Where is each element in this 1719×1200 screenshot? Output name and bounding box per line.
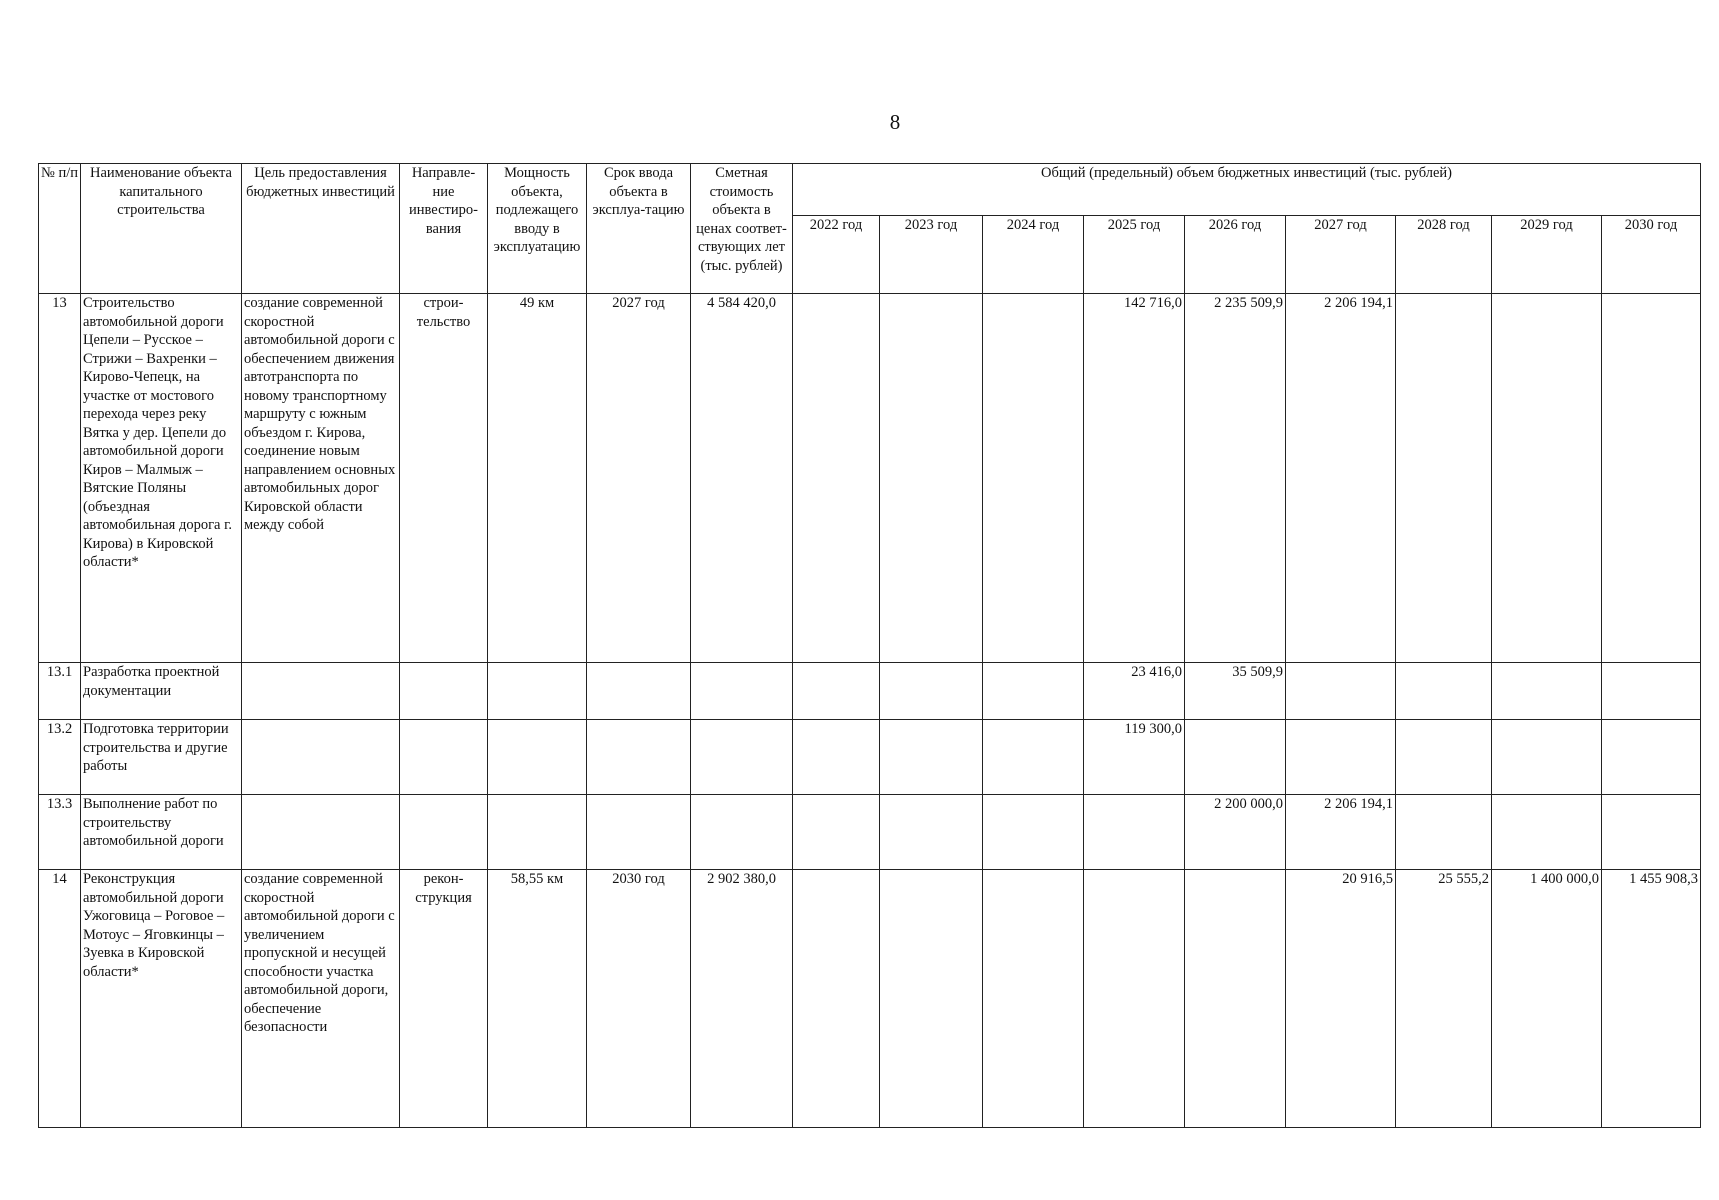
year-value: 1 400 000,0 <box>1492 870 1602 1128</box>
header-year: 2029 год <box>1492 216 1602 294</box>
table-row <box>39 720 1701 795</box>
header-year: 2025 год <box>1084 216 1185 294</box>
year-value: 119 300,0 <box>1084 720 1185 795</box>
year-value: 35 509,9 <box>1185 663 1286 720</box>
header-num: № п/п <box>39 164 81 294</box>
commissioning-term <box>587 663 691 720</box>
header-term: Срок ввода объекта в эксплуа-тацию <box>587 164 691 294</box>
year-value: 2 200 000,0 <box>1185 795 1286 870</box>
year-value <box>983 795 1084 870</box>
header-direction: Направле-ние инвестиро-вания <box>400 164 488 294</box>
year-value <box>1396 663 1492 720</box>
commissioning-term: 2030 год <box>587 870 691 1128</box>
row-num: 13.3 <box>39 795 81 870</box>
investment-direction: рекон-струкция <box>400 870 488 1128</box>
year-value <box>1492 720 1602 795</box>
investment-goal: создание современной скоростной автомобильной дороги с увеличением пропускной и несущей способности участка автомобильной дороги, обеспечение безопасности <box>242 870 400 1128</box>
header-name: Наименование объекта капитального строительства <box>81 164 242 294</box>
table-row <box>39 294 1701 663</box>
investment-table <box>38 163 1701 1128</box>
estimated-cost <box>691 795 793 870</box>
year-value <box>1602 795 1701 870</box>
year-value <box>1084 870 1185 1128</box>
object-capacity <box>488 663 587 720</box>
year-value <box>983 663 1084 720</box>
year-value <box>793 294 880 663</box>
commissioning-term: 2027 год <box>587 294 691 663</box>
header-cost: Сметная стоимость объекта в ценах соответ-ствующих лет (тыс. рублей) <box>691 164 793 294</box>
header-year: 2022 год <box>793 216 880 294</box>
year-value: 2 206 194,1 <box>1286 795 1396 870</box>
header-total-investment: Общий (предельный) объем бюджетных инвестиций (тыс. рублей) <box>793 164 1701 216</box>
header-year: 2028 год <box>1396 216 1492 294</box>
year-value: 1 455 908,3 <box>1602 870 1701 1128</box>
year-value <box>983 294 1084 663</box>
investment-goal <box>242 795 400 870</box>
year-value <box>1185 870 1286 1128</box>
year-value <box>880 795 983 870</box>
year-value <box>1396 795 1492 870</box>
row-num: 13.1 <box>39 663 81 720</box>
commissioning-term <box>587 795 691 870</box>
year-value <box>983 870 1084 1128</box>
year-value: 142 716,0 <box>1084 294 1185 663</box>
estimated-cost: 4 584 420,0 <box>691 294 793 663</box>
table-row <box>39 663 1701 720</box>
header-year: 2027 год <box>1286 216 1396 294</box>
object-name: Строительство автомобильной дороги Цепели – Русское – Стрижи – Вахренки – Кирово-Чепецк, на участке от мостового перехода через реку Вятка у дер. Цепели до автомобильной дороги Киров – Малмыж – Вятские Поляны (объездная автомобильная дорога г. Кирова) в Кировской области* <box>81 294 242 663</box>
object-name: Реконструкция автомобильной дороги Ужоговица – Роговое – Мотоус – Яговкинцы – Зуевка в Кировской области* <box>81 870 242 1128</box>
year-value <box>1286 663 1396 720</box>
year-value <box>880 663 983 720</box>
year-value <box>1602 294 1701 663</box>
header-year: 2023 год <box>880 216 983 294</box>
object-capacity: 58,55 км <box>488 870 587 1128</box>
year-value <box>1602 663 1701 720</box>
table-row <box>39 870 1701 1128</box>
object-name: Разработка проектной документации <box>81 663 242 720</box>
object-capacity: 49 км <box>488 294 587 663</box>
year-value <box>793 663 880 720</box>
investment-goal <box>242 663 400 720</box>
year-value <box>880 870 983 1128</box>
year-value <box>1185 720 1286 795</box>
object-capacity <box>488 720 587 795</box>
estimated-cost: 2 902 380,0 <box>691 870 793 1128</box>
year-value: 2 206 194,1 <box>1286 294 1396 663</box>
object-capacity <box>488 795 587 870</box>
year-value <box>983 720 1084 795</box>
investment-direction <box>400 795 488 870</box>
estimated-cost <box>691 663 793 720</box>
commissioning-term <box>587 720 691 795</box>
year-value <box>1396 720 1492 795</box>
year-value <box>1492 294 1602 663</box>
investment-direction: строи-тельство <box>400 294 488 663</box>
year-value <box>793 795 880 870</box>
row-num: 13 <box>39 294 81 663</box>
header-year: 2030 год <box>1602 216 1701 294</box>
investment-goal <box>242 720 400 795</box>
table-row <box>39 795 1701 870</box>
header-capacity: Мощность объекта, подлежащего вводу в эксплуатацию <box>488 164 587 294</box>
header-year: 2026 год <box>1185 216 1286 294</box>
investment-direction <box>400 663 488 720</box>
year-value <box>880 294 983 663</box>
object-name: Подготовка территории строительства и другие работы <box>81 720 242 795</box>
investment-goal: создание современной скоростной автомобильной дороги с обеспечением движения автотранспорта по новому транспортному маршруту с южным объездом г. Кирова, соединение новым направлением основных автомобильных дорог Кировской области между собой <box>242 294 400 663</box>
header-year: 2024 год <box>983 216 1084 294</box>
year-value <box>1492 663 1602 720</box>
object-name: Выполнение работ по строительству автомобильной дороги <box>81 795 242 870</box>
investment-direction <box>400 720 488 795</box>
year-value <box>793 720 880 795</box>
year-value <box>1396 294 1492 663</box>
year-value: 2 235 509,9 <box>1185 294 1286 663</box>
row-num: 13.2 <box>39 720 81 795</box>
year-value: 20 916,5 <box>1286 870 1396 1128</box>
year-value: 25 555,2 <box>1396 870 1492 1128</box>
header-goal: Цель предоставления бюджетных инвестиций <box>242 164 400 294</box>
page-number: 8 <box>889 110 901 134</box>
year-value <box>793 870 880 1128</box>
year-value <box>880 720 983 795</box>
year-value <box>1084 795 1185 870</box>
year-value <box>1492 795 1602 870</box>
row-num: 14 <box>39 870 81 1128</box>
year-value <box>1286 720 1396 795</box>
year-value: 23 416,0 <box>1084 663 1185 720</box>
estimated-cost <box>691 720 793 795</box>
year-value <box>1602 720 1701 795</box>
